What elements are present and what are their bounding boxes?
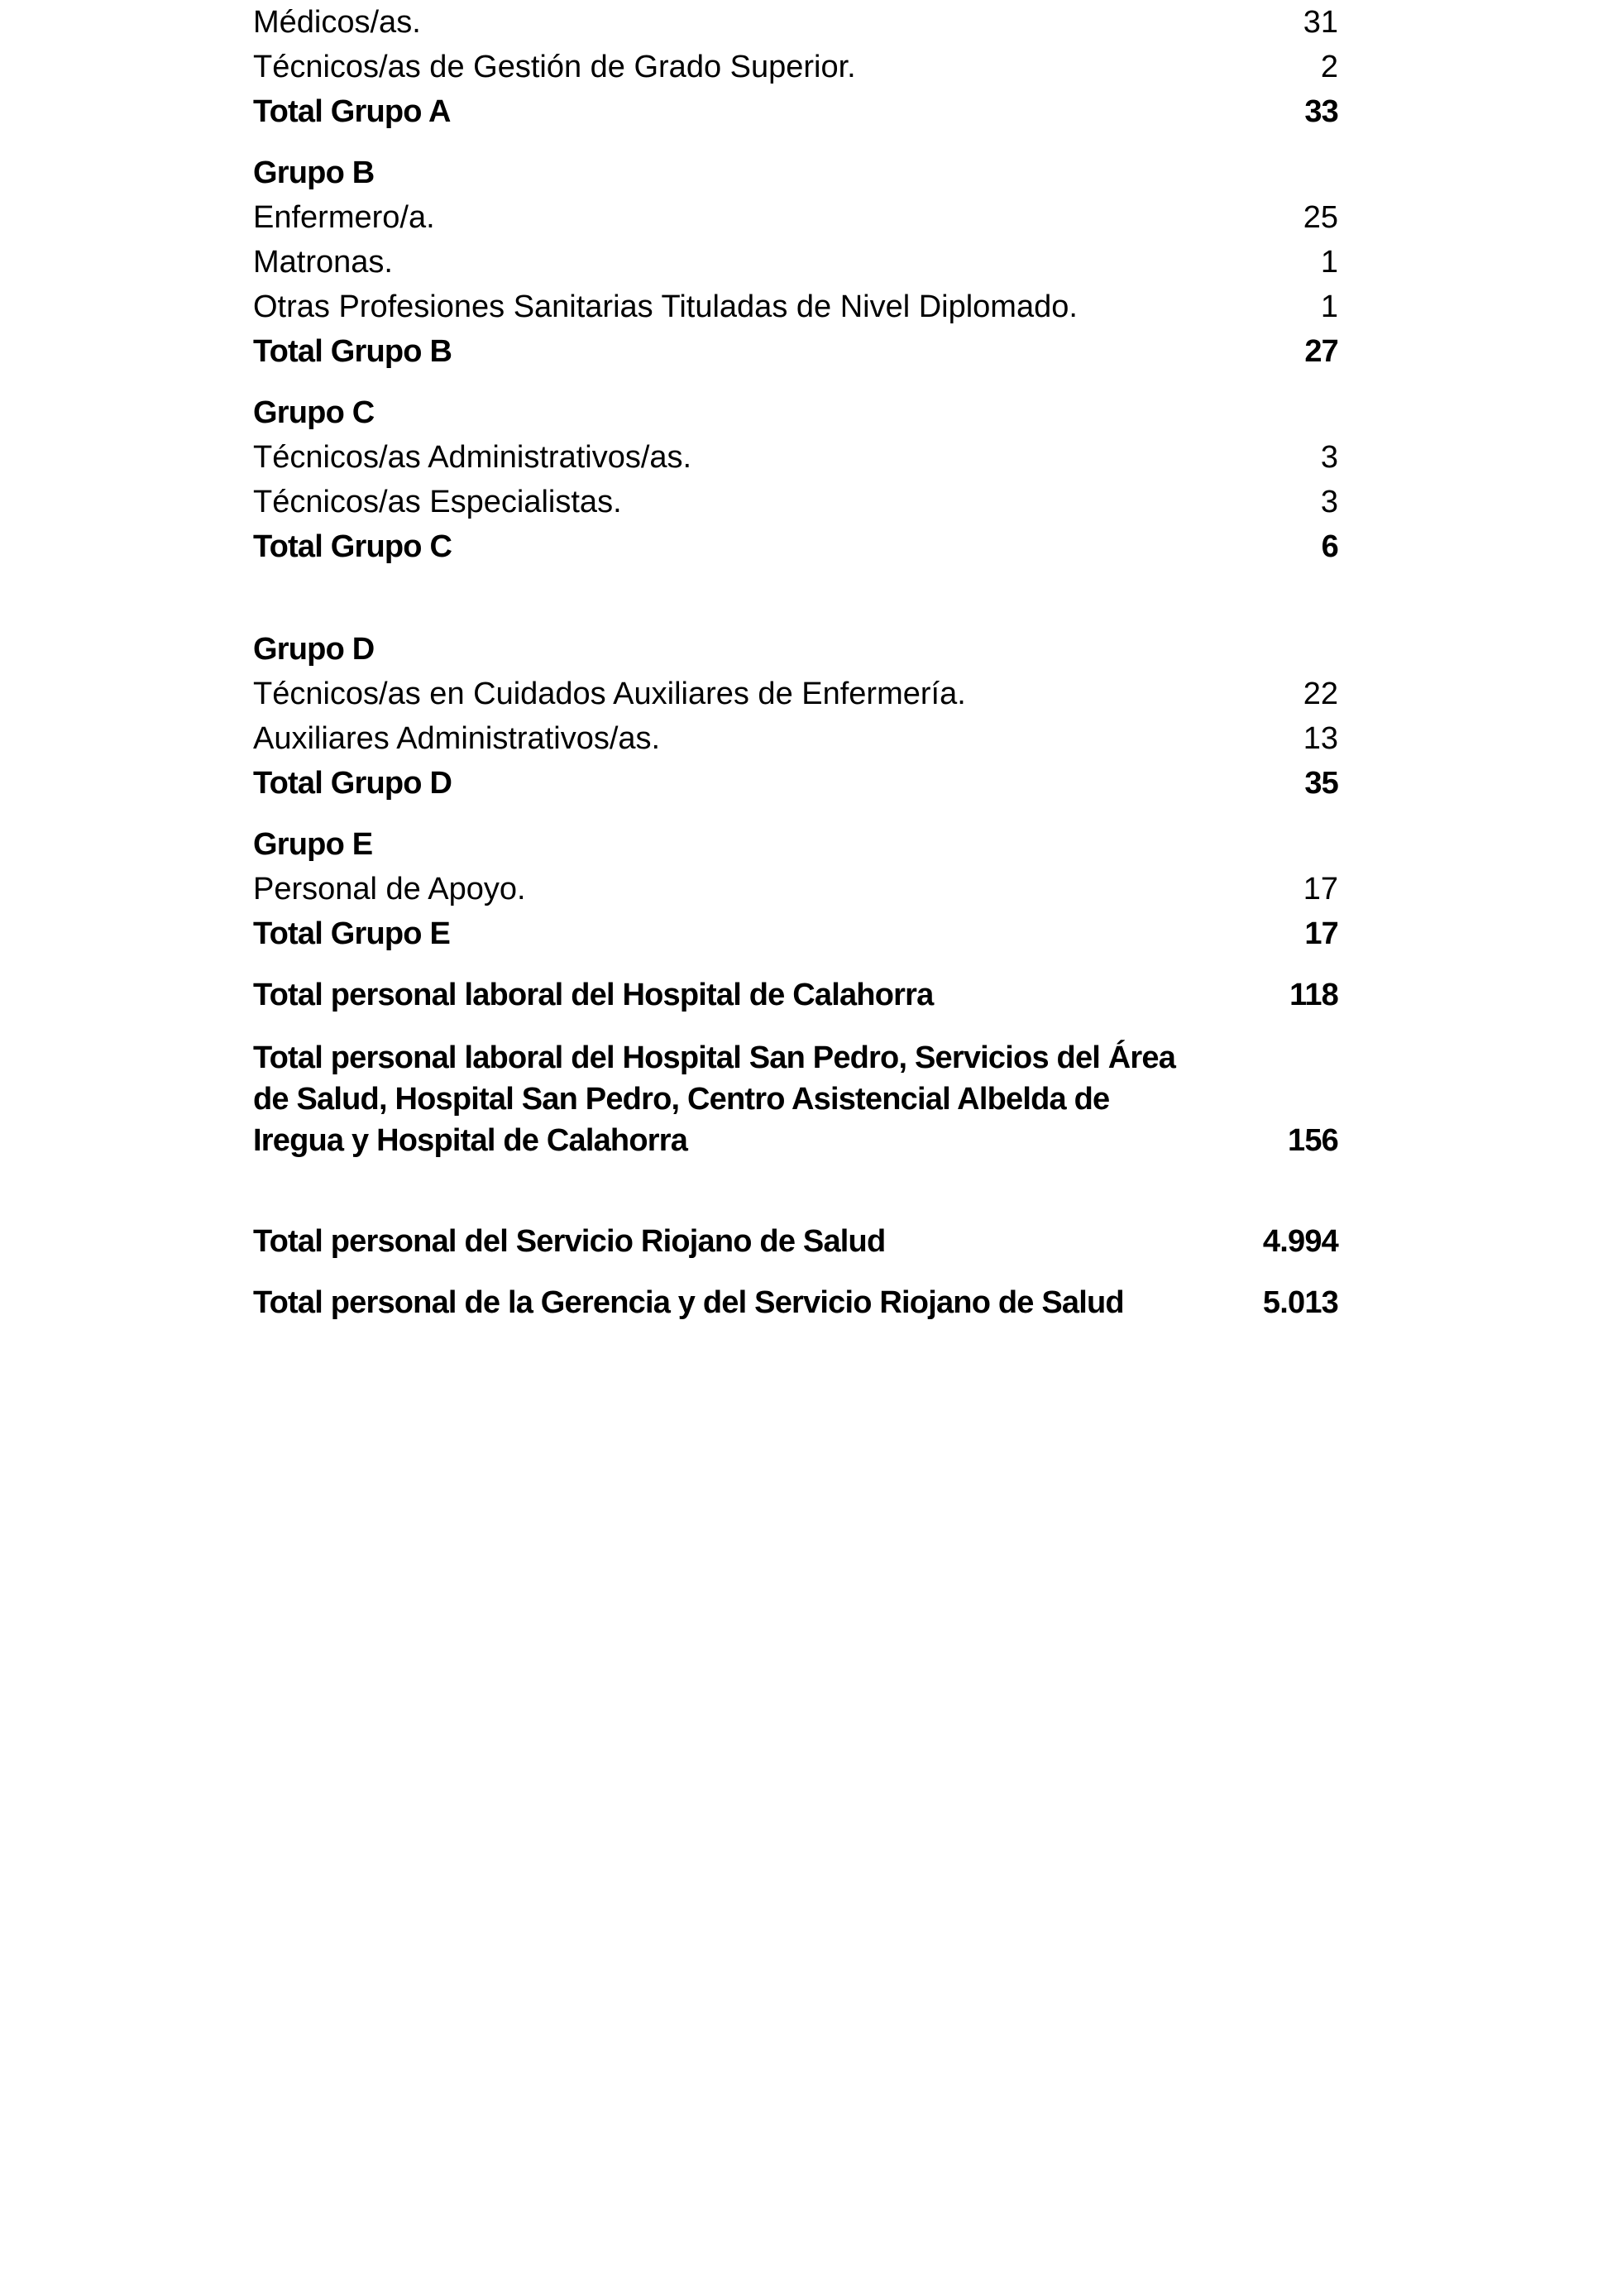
row-value: 25 [1303,200,1338,235]
total-value: 4.994 [1262,1224,1338,1259]
total-value: 118 [1289,978,1338,1012]
total-servicio-riojano [253,1219,1338,1264]
total-label: Total personal laboral del Hospital de Calahorra [253,978,934,1012]
row-label: Personal de Apoyo. [253,872,526,906]
total-value: 35 [1304,766,1338,801]
row-enfermero [253,195,1338,240]
row-personal-apoyo [253,867,1338,911]
row-value: 1 [1320,245,1338,280]
total-value: 17 [1304,916,1338,951]
row-label: Otras Profesiones Sanitarias Tituladas de Nivel Diplomado. [253,289,1078,324]
total-label: Total Grupo B [253,334,452,369]
row-value: 22 [1303,677,1338,711]
heading-grupo-c: Grupo C [253,395,375,430]
total-calahorra [253,973,1338,1017]
heading-grupo-e: Grupo E [253,827,373,862]
total-combined [253,1037,1338,1161]
total-value: 156 [1287,1123,1338,1158]
row-matronas [253,240,1338,285]
row-tecnicos-especialistas [253,480,1338,524]
heading-grupo-b: Grupo B [253,155,375,190]
row-tecnicos-administrativos [253,435,1338,480]
row-medicos [253,0,1338,45]
row-label: Auxiliares Administrativos/as. [253,721,661,756]
total-value: 33 [1304,94,1338,129]
row-label: Técnicos/as Administrativos/as. [253,440,692,475]
total-label: Total personal del Servicio Riojano de Salud [253,1224,886,1259]
row-value: 2 [1320,50,1338,84]
staff-table [253,0,1338,1325]
total-label: Total Grupo E [253,916,450,951]
total-value: 27 [1304,334,1338,369]
row-label: Técnicos/as de Gestión de Grado Superior. [253,50,856,84]
row-label: Técnicos/as Especialistas. [253,485,622,519]
row-value: 3 [1320,440,1338,475]
total-label: Total Grupo A [253,94,451,129]
row-value: 17 [1303,872,1338,906]
total-label: Total personal laboral del Hospital San Pedro, Servicios del Área de Salud, Hospital San Pedro, Centro Asistencial Albelda de Iregua y Hospital de Calahorra [253,1040,1176,1158]
total-label: Total personal de la Gerencia y del Servicio Riojano de Salud [253,1285,1124,1320]
total-grupo-d [253,761,1338,806]
row-value: 1 [1320,289,1338,324]
total-grupo-e [253,911,1338,956]
total-gerencia [253,1280,1338,1325]
total-label: Total Grupo D [253,766,452,801]
total-grupo-b [253,329,1338,374]
total-label: Total Grupo C [253,529,452,564]
row-tecnicos-cuidados [253,672,1338,716]
row-label: Técnicos/as en Cuidados Auxiliares de Enfermería. [253,677,966,711]
row-label: Enfermero/a. [253,200,435,235]
row-value: 31 [1303,5,1338,40]
total-value: 5.013 [1262,1285,1338,1320]
row-otras-profesiones [253,285,1338,329]
row-label: Médicos/as. [253,5,421,40]
row-value: 3 [1320,485,1338,519]
row-auxiliares-administrativos [253,716,1338,761]
heading-grupo-d: Grupo D [253,632,375,667]
row-tecnicos-gestion [253,45,1338,89]
row-value: 13 [1303,721,1338,756]
total-grupo-c [253,524,1338,569]
row-label: Matronas. [253,245,393,280]
total-value: 6 [1321,529,1338,564]
total-grupo-a [253,89,1338,134]
